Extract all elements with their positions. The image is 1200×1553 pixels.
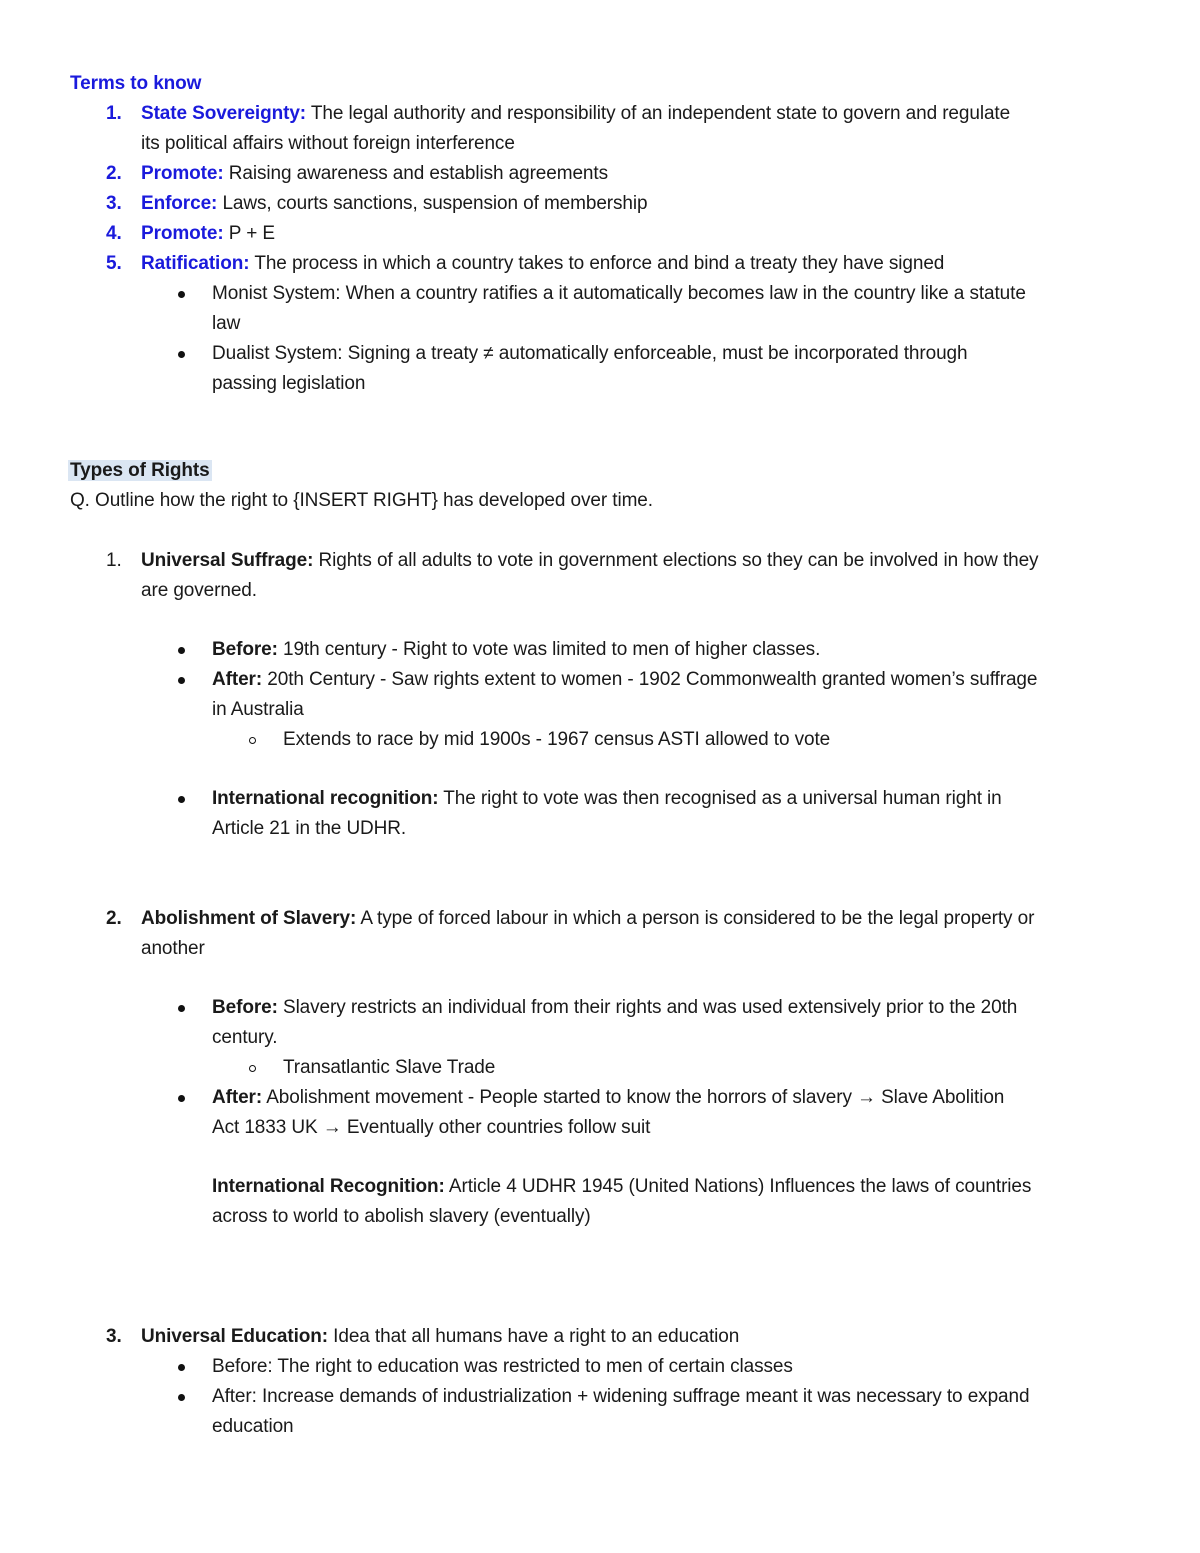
right-description-continued: are governed.	[141, 580, 257, 601]
bullet-text: Monist System: When a country ratifies a it automatically becomes law in the country like a statute	[212, 283, 1026, 304]
list-number: 3.	[106, 193, 122, 214]
term-label: Ratification:	[141, 253, 250, 274]
intl-label: International recognition:	[212, 788, 439, 809]
bullet-icon	[178, 1364, 185, 1371]
list-item	[141, 99, 1010, 129]
bullet-text-continued: Act 1833 UK → Eventually other countries follow suit	[212, 1117, 651, 1138]
term-label: State Sovereignty:	[141, 103, 307, 124]
bullet-icon	[178, 1005, 185, 1012]
term-definition: P + E	[223, 223, 275, 244]
right-description: Idea that all humans have a right to an education	[328, 1326, 740, 1347]
term-definition: The process in which a country takes to enforce and bind a treaty they have signed	[249, 253, 945, 274]
hollow-bullet-icon	[249, 737, 256, 744]
bullet-icon	[178, 796, 185, 803]
intl-paragraph-continued: across to world to abolish slavery (eventually)	[212, 1206, 591, 1227]
list-number: 2.	[106, 163, 122, 184]
list-number: 1.	[106, 550, 122, 571]
term-definition: Raising awareness and establish agreements	[223, 163, 608, 184]
bullet-text-continued: century.	[212, 1027, 278, 1048]
bullet-text	[212, 784, 1002, 814]
intl-paragraph	[212, 1172, 1031, 1202]
bullet-text	[212, 993, 1017, 1023]
list-number: 2.	[106, 908, 122, 929]
bullet-text-continued: in Australia	[212, 699, 304, 720]
before-label: Before:	[212, 997, 278, 1018]
term-definition-continued: its political affairs without foreign interference	[141, 133, 515, 154]
term-label: Enforce:	[141, 193, 218, 214]
list-item	[141, 249, 944, 279]
list-number: 5.	[106, 253, 122, 274]
intl-text: Article 4 UDHR 1945 (United Nations) Influences the laws of countries	[444, 1176, 1032, 1197]
right-description: A type of forced labour in which a person is considered to be the legal property or	[356, 908, 1035, 929]
right-item	[141, 1322, 739, 1352]
bullet-icon	[178, 1394, 185, 1401]
right-description-continued: another	[141, 938, 205, 959]
bullet-icon	[178, 677, 185, 684]
bullet-text	[212, 665, 1037, 695]
right-description: Rights of all adults to vote in government elections so they can be involved in how they	[313, 550, 1039, 571]
bullet-icon	[178, 351, 185, 358]
right-item	[141, 904, 1034, 934]
rights-heading-text: Types of Rights	[70, 460, 210, 481]
before-text: Slavery restricts an individual from their rights and was used extensively prior to the 20th	[277, 997, 1018, 1018]
bullet-text	[212, 1083, 1004, 1113]
before-text: 19th century - Right to vote was limited to men of higher classes.	[277, 639, 821, 660]
right-item	[141, 546, 1038, 576]
intl-label: International Recognition:	[212, 1176, 445, 1197]
intl-text: The right to vote was then recognised as a universal human right in	[438, 788, 1002, 809]
rights-heading	[70, 456, 212, 486]
term-definition: The legal authority and responsibility of an independent state to govern and regulate	[306, 103, 1011, 124]
list-number: 4.	[106, 223, 122, 244]
bullet-text: Before: The right to education was restricted to men of certain classes	[212, 1356, 793, 1377]
right-title: Universal Education:	[141, 1326, 328, 1347]
hollow-bullet-icon	[249, 1065, 256, 1072]
bullet-text-continued: law	[212, 313, 241, 334]
list-item	[141, 159, 608, 189]
bullet-text-continued: passing legislation	[212, 373, 366, 394]
bullet-text: Dualist System: Signing a treaty ≠ automatically enforceable, must be incorporated through	[212, 343, 968, 364]
bullet-icon	[178, 1095, 185, 1102]
terms-heading: Terms to know	[70, 73, 202, 94]
after-label: After:	[212, 1087, 263, 1108]
after-text: 20th Century - Saw rights extent to women - 1902 Commonwealth granted women’s suffrage	[262, 669, 1038, 690]
term-label: Promote:	[141, 223, 224, 244]
after-text: Abolishment movement - People started to know the horrors of slavery → Slave Abolition	[262, 1087, 1005, 1108]
before-label: Before:	[212, 639, 278, 660]
bullet-text-continued: Article 21 in the UDHR.	[212, 818, 407, 839]
term-label: Promote:	[141, 163, 224, 184]
list-number: 3.	[106, 1326, 122, 1347]
list-item	[141, 219, 275, 249]
after-label: After:	[212, 669, 263, 690]
right-title: Universal Suffrage:	[141, 550, 314, 571]
bullet-text: After: Increase demands of industrialization + widening suffrage meant it was necessary to expand	[212, 1386, 1030, 1407]
bullet-icon	[178, 647, 185, 654]
bullet-icon	[178, 291, 185, 298]
sub-bullet-text: Extends to race by mid 1900s - 1967 census ASTI allowed to vote	[283, 729, 831, 750]
right-title: Abolishment of Slavery:	[141, 908, 357, 929]
question-text: Q. Outline how the right to {INSERT RIGHT} has developed over time.	[70, 490, 653, 511]
list-item	[141, 189, 647, 219]
term-definition: Laws, courts sanctions, suspension of membership	[217, 193, 648, 214]
bullet-text	[212, 635, 820, 665]
list-number: 1.	[106, 103, 122, 124]
bullet-text-continued: education	[212, 1416, 294, 1437]
sub-bullet-text: Transatlantic Slave Trade	[283, 1057, 496, 1078]
